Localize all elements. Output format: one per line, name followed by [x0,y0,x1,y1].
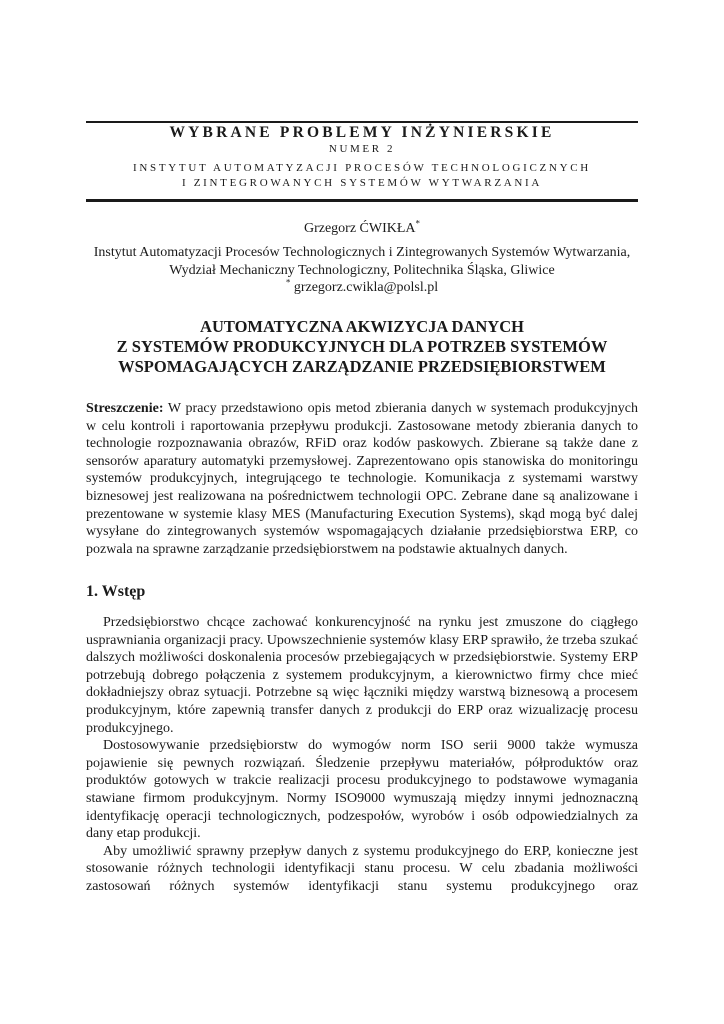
author-email-line [86,279,638,297]
author-email: grzegorz.cwikla@polsl.pl [293,280,439,295]
author-name-text: Grzegorz ĆWIKŁA [303,221,416,236]
title-line-1: AUTOMATYCZNA AKWIZYCJA DANYCH [200,317,524,336]
abstract [86,400,638,558]
institute-line-2: I ZINTEGROWANYCH SYSTEMÓW WYTWARZANIA [181,177,543,189]
body-paragraph-2: Dostosowywanie przedsiębiorstw do wymogów norm ISO serii 9000 także wymusza pojawienie się pewnych rozwiązań. Śledzenie przepływu materiałów, półproduktów oraz produktów gotowych w trakcie realizacji procesu produkcyjnego to podstawowe wymagania stawiane firmom produkcyjnym. Normy ISO9000 wymuszają między innymi jednoznaczną identyfikację operacji technologicznych, podzespołów, wyrobów i osób odpowiedzialnych za dany etap produkcji. [86,738,638,842]
author-name [86,218,638,237]
abstract-label: Streszczenie: [86,401,164,416]
series-number: NUMER 2 [328,143,396,155]
section-body [86,614,638,896]
author-affiliation [86,244,638,297]
body-paragraph-1: Przedsiębiorstwo chcące zachować konkurencyjność na rynku jest zmuszone do ciągłego usprawniania organizacji pracy. Upowszechnienie systemów klasy ERP sprawiło, że trzeba szukać dalszych możliwości doskonalenia procesów przebiegających w przedsiębiorstwie. Systemy ERP potrzebują dobrego połączenia z systemem produkcyjnym, a kierownictwo firmy chce mieć dokładniejszy obraz sytuacji. Potrzebne są więc łączniki między warstwą biznesową a procesem produkcyjnym, które zapewnią transfer danych z produkcji do ERP oraz wizualizację procesu produkcyjnego. [86,615,638,736]
paper-title [86,317,638,377]
header-top-rule [86,121,638,123]
header-bottom-rule [86,199,638,202]
title-line-3: WSPOMAGAJĄCYCH ZARZĄDZANIE PRZEDSIĘBIORSTWEM [118,357,606,376]
affiliation-text: Instytut Automatyzacji Procesów Technologicznych i Zintegrowanych Systemów Wytwarzania, Wydział Mechaniczny Technologiczny, Politechnika Śląska, Gliwice [93,245,631,278]
abstract-text: W pracy przedstawiono opis metod zbierania danych w systemach produkcyjnych w celu kontroli i raportowania przepływu produkcji. Zastosowane metody zbierania danych to technologie rozpoznawania obrazów, RFiD oraz kodów paskowych. Zbierane są także dane z sensorów aparatury automatyki przemysłowej. Zaprezentowano opis stanowiska do monitoringu systemów produkcyjnych, integrującego te technologie. Komunikacja z systemami warstwy biznesowej jest realizowana na pośrednictwem technologii OPC. Zebrane dane są analizowane i prezentowane w systemie klasy MES (Manufacturing Execution Systems), skąd mogą być dalej wysyłane do zintegrowanych systemów wspomagających działanie przedsiębiorstwa ERP, co pozwala na sprawne zarządzanie przedsiębiorstwem na podstawie aktualnych danych. [86,401,639,557]
title-line-2: Z SYSTEMÓW PRODUKCYJNYCH DLA POTRZEB SYSTEMÓW [116,337,608,356]
author-footnote-marker: * [415,218,421,229]
series-title: WYBRANE PROBLEMY INŻYNIERSKIE [169,124,555,141]
body-paragraph-3: Aby umożliwić sprawny przepływ danych z systemu produkcyjnego do ERP, konieczne jest stosowanie różnych technologii identyfikacji stanu procesu. W celu zbadania możliwości zastosowań różnych systemów identyfikacji stanu systemu produkcyjnego oraz [86,843,638,894]
institute-name [86,161,638,191]
institute-line-1: INSTYTUT AUTOMATYZACJI PROCESÓW TECHNOLOGICZNYCH [133,162,591,174]
section-heading: 1. Wstęp [86,583,146,600]
email-footnote-marker: * [285,277,291,288]
